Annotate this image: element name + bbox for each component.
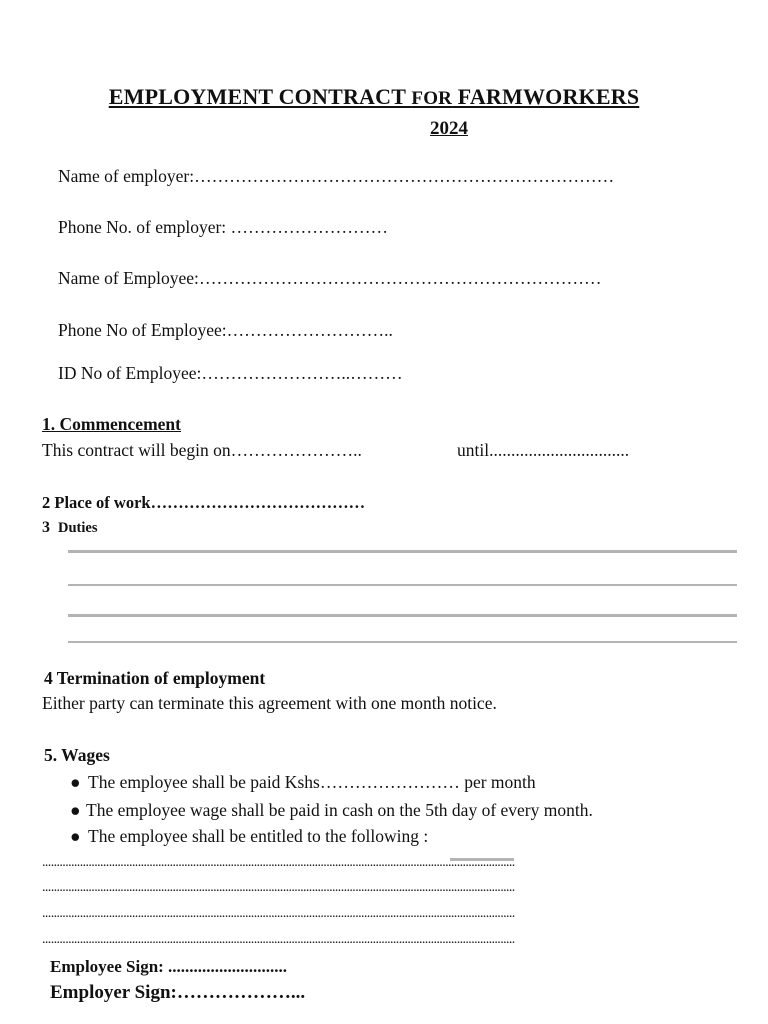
employee-id-label: ID No of Employee: bbox=[58, 363, 202, 383]
title-for: FOR bbox=[411, 88, 453, 109]
employee-sign[interactable]: Employee Sign: ............................ bbox=[50, 957, 288, 976]
duties-number: 3 bbox=[42, 519, 50, 536]
employer-name-field[interactable] bbox=[58, 166, 614, 187]
employer-phone-field[interactable] bbox=[58, 217, 388, 238]
wages-heading: 5. Wages bbox=[44, 745, 110, 765]
wages-bullet bbox=[70, 800, 593, 821]
employer-sign[interactable]: Employer Sign:………………... bbox=[50, 982, 306, 1003]
duties-line[interactable] bbox=[68, 614, 737, 617]
commencement-start[interactable]: This contract will begin on………………….. bbox=[42, 440, 362, 460]
duties-label: Duties bbox=[58, 520, 98, 536]
title-rest: FARMWORKERS bbox=[452, 84, 640, 109]
employer-phone-blank[interactable]: ……………………… bbox=[230, 217, 389, 237]
wages-bullet-text: The employee shall be entitled to the following : bbox=[88, 826, 429, 846]
wages-bullet bbox=[70, 772, 536, 793]
wages-bullet bbox=[70, 826, 428, 847]
entitlement-line[interactable]: ................................................................................................................................................................... bbox=[42, 855, 515, 870]
duties-line[interactable] bbox=[68, 550, 737, 553]
bullet-icon: ● bbox=[70, 826, 81, 846]
wages-bullet-text: The employee wage shall be paid in cash on the 5th day of every month. bbox=[86, 800, 593, 820]
employee-id-blank[interactable]: ……………………..……… bbox=[201, 363, 403, 383]
entitlement-line[interactable]: ................................................................................................................................................................... bbox=[42, 932, 515, 947]
bullet-icon: ● bbox=[70, 800, 81, 820]
duties-line[interactable] bbox=[68, 584, 737, 586]
duties-heading bbox=[42, 519, 97, 537]
employee-name-blank[interactable]: …………………………………………………………… bbox=[198, 268, 602, 288]
employer-name-label: Name of employer: bbox=[58, 166, 195, 186]
employer-name-blank[interactable]: ……………………………………………………………… bbox=[194, 166, 615, 186]
termination-heading: 4 Termination of employment bbox=[44, 668, 266, 688]
employee-phone-label: Phone No of Employee: bbox=[58, 320, 227, 340]
employee-phone-field[interactable] bbox=[58, 320, 393, 341]
bullet-icon: ● bbox=[70, 772, 81, 792]
entitlement-line[interactable]: ................................................................................................................................................................... bbox=[42, 880, 515, 895]
entitlement-line[interactable]: ................................................................................................................................................................... bbox=[42, 906, 515, 921]
title-main: EMPLOYMENT CONTRACT bbox=[108, 84, 412, 109]
employee-name-field[interactable] bbox=[58, 268, 601, 289]
wages-bullet-text[interactable]: The employee shall be paid Kshs…………………… per month bbox=[88, 772, 536, 792]
employee-name-label: Name of Employee: bbox=[58, 268, 199, 288]
employee-phone-blank[interactable]: ……………………….. bbox=[226, 320, 393, 340]
duties-line[interactable] bbox=[68, 641, 737, 643]
place-of-work[interactable]: 2 Place of work………………………………… bbox=[42, 493, 366, 512]
commencement-until[interactable]: until................................ bbox=[457, 440, 630, 460]
termination-text: Either party can terminate this agreement with one month notice. bbox=[42, 693, 497, 713]
employer-phone-label: Phone No. of employer: bbox=[58, 217, 231, 237]
contract-title bbox=[0, 84, 748, 110]
employee-id-field[interactable] bbox=[58, 363, 403, 384]
commencement-heading: 1. Commencement bbox=[42, 414, 181, 434]
contract-year: 2024 bbox=[430, 118, 468, 139]
